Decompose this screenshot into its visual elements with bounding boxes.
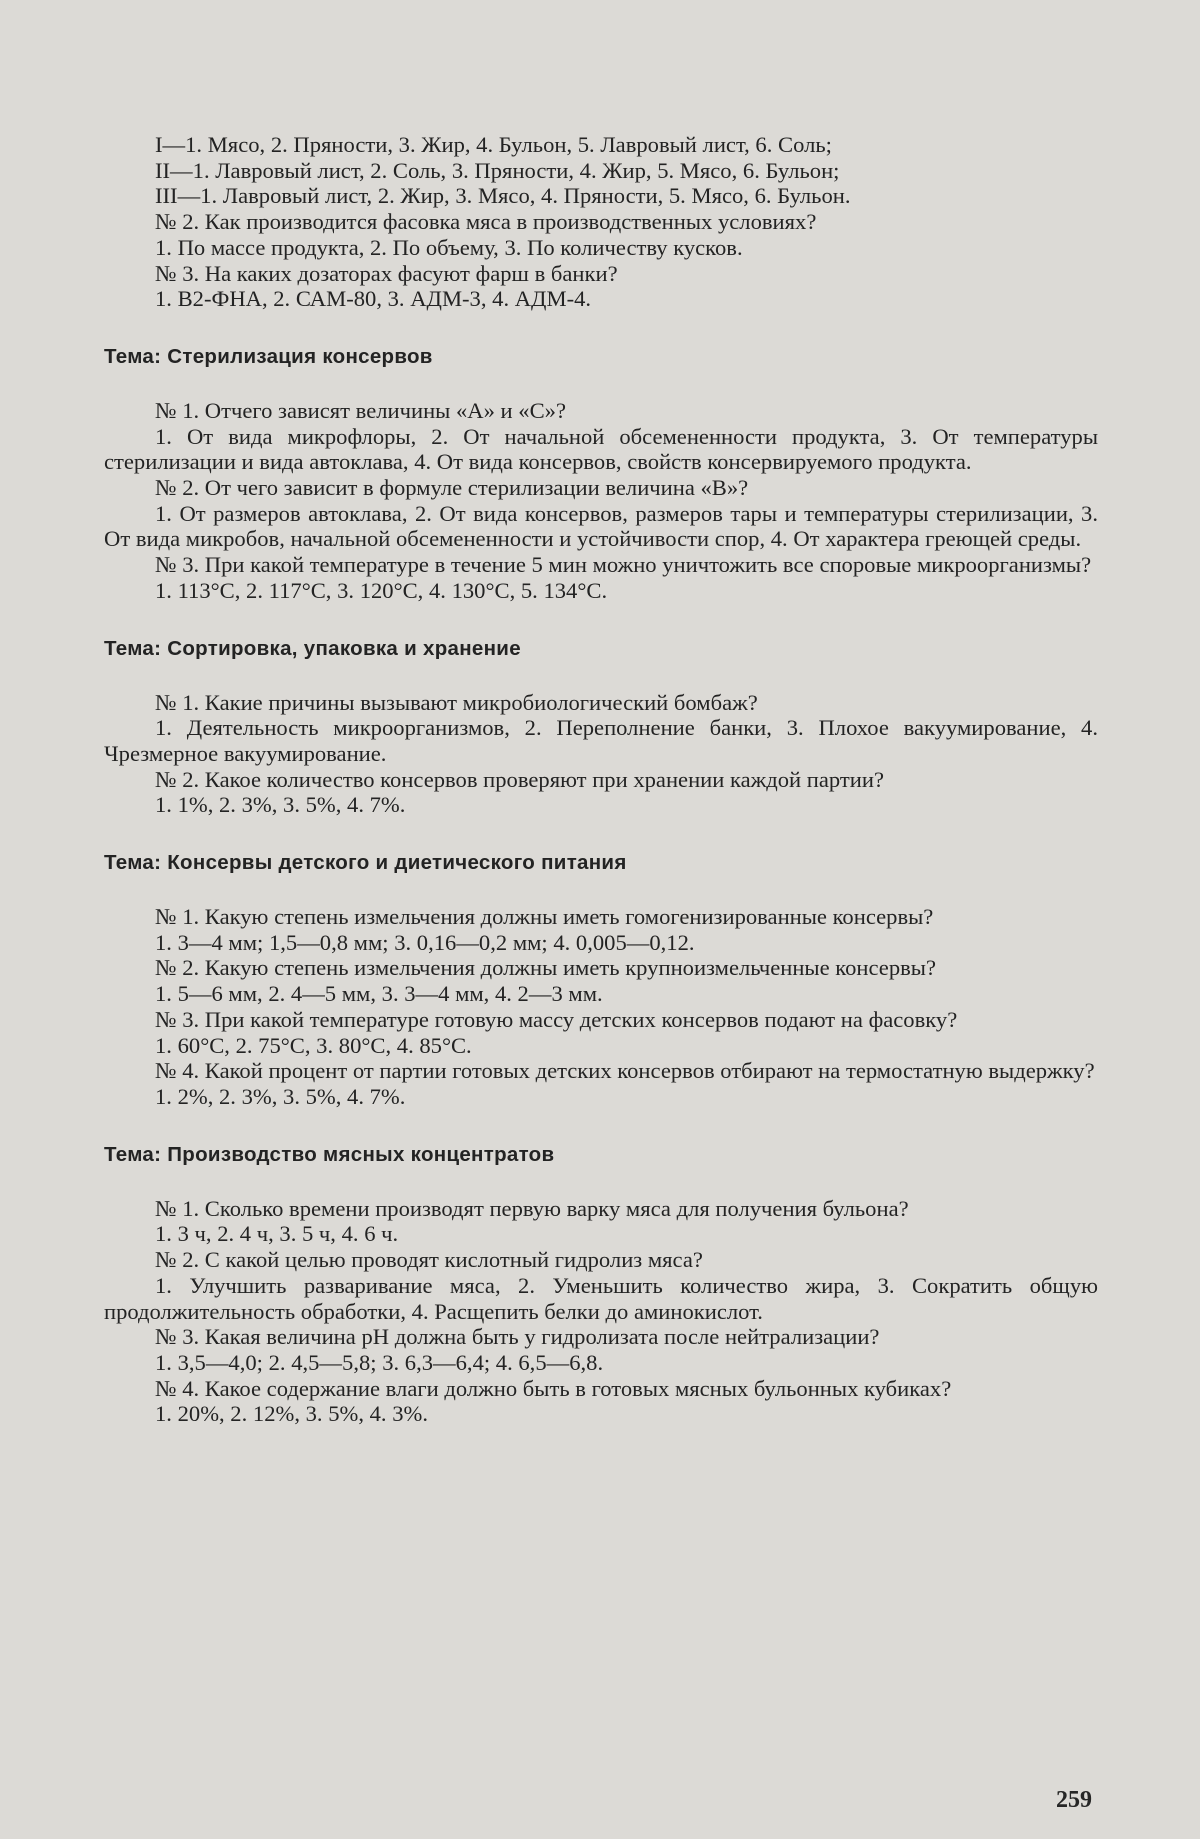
question: № 1. Отчего зависят величины «А» и «С»?: [155, 397, 566, 423]
question: № 4. Какое содержание влаги должно быть в готовых мясных бульонных кубиках?: [155, 1375, 952, 1401]
answer-options: 1. От размеров автоклава, 2. От вида консервов, размеров тары и температуры стерилизации, 3. От вида микробов, начальной обсемененности и устойчивости спор, 4. От характера греющей среды.: [104, 500, 1098, 552]
question: № 2. Какую степень измельчения должны иметь крупноизмельченные консервы?: [155, 955, 936, 981]
question: № 3. Какая величина pH должна быть у гидролизата после нейтрализации?: [155, 1324, 880, 1350]
question: № 1. Сколько времени производят первую варку мяса для получения бульона?: [155, 1195, 909, 1221]
intro-line: 1. По массе продукта, 2. По объему, 3. По количеству кусков.: [155, 234, 743, 260]
section-baby-diet-canned-food: [104, 850, 1098, 1110]
question: № 3. При какой температуре готовую массу детских консервов подают на фасовку?: [155, 1006, 958, 1032]
answer-options: 1. 113°С, 2. 117°С, 3. 120°С, 4. 130°С, 5. 134°С.: [155, 577, 608, 603]
answer-options: 1. 1%, 2. 3%, 3. 5%, 4. 7%.: [155, 792, 406, 818]
section-title: Тема: Производство мясных концентратов: [104, 1142, 555, 1166]
question: № 2. Какое количество консервов проверяют при хранении каждой партии?: [155, 766, 885, 792]
page-content: [104, 132, 1098, 1427]
intro-line: № 2. Как производится фасовка мяса в производственных условиях?: [155, 209, 817, 235]
section-title: Тема: Консервы детского и диетического питания: [104, 851, 627, 875]
answer-options: 1. Деятельность микроорганизмов, 2. Переполнение банки, 3. Плохое вакуумирование, 4. Чрезмерное вакуумирование.: [104, 715, 1098, 766]
answer-options: 1. 60°С, 2. 75°С, 3. 80°С, 4. 85°С.: [155, 1032, 472, 1058]
section-title: Тема: Стерилизация консервов: [104, 344, 433, 368]
answer-options: 1. Улучшить разваривание мяса, 2. Уменьшить количество жира, 3. Сократить общую продолжительность обработки, 4. Расщепить белки до аминокислот.: [104, 1272, 1098, 1324]
question: № 4. Какой процент от партии готовых детских консервов отбирают на термостатную выдержку?: [155, 1058, 1095, 1084]
question: № 3. При какой температуре в течение 5 мин можно уничтожить все споровые микроорганизмы?: [155, 552, 1092, 578]
question: № 1. Какие причины вызывают микробиологический бомбаж?: [155, 689, 758, 715]
intro-line: 1. В2-ФНА, 2. САМ-80, 3. АДМ-3, 4. АДМ-4.: [155, 286, 592, 312]
question: № 1. Какую степень измельчения должны иметь гомогенизированные консервы?: [155, 904, 934, 930]
section-sorting-packing-storage: [104, 636, 1098, 819]
intro-line: № 3. На каких дозаторах фасуют фарш в банки?: [155, 260, 618, 286]
answer-options: 1. 3 ч, 2. 4 ч, 3. 5 ч, 4. 6 ч.: [155, 1221, 399, 1247]
section-sterilization: [104, 344, 1098, 604]
section-title: Тема: Сортировка, упаковка и хранение: [104, 636, 521, 660]
question: № 2. С какой целью проводят кислотный гидролиз мяса?: [155, 1247, 703, 1273]
page-number: 259: [1056, 1787, 1092, 1813]
section-meat-concentrates: [104, 1142, 1098, 1427]
answer-options: 1. 2%, 2. 3%, 3. 5%, 4. 7%.: [155, 1083, 406, 1109]
intro-block: [104, 132, 1098, 312]
answer-options: 1. От вида микрофлоры, 2. От начальной обсемененности продукта, 3. От температуры стерилизации и вида автоклава, 4. От вида консервов, свойств консервируемого продукта.: [104, 423, 1098, 475]
intro-line: II—1. Лавровый лист, 2. Соль, 3. Пряности, 4. Жир, 5. Мясо, 6. Бульон;: [155, 157, 840, 183]
intro-line: I—1. Мясо, 2. Пряности, 3. Жир, 4. Бульон, 5. Лавровый лист, 6. Соль;: [155, 132, 832, 157]
answer-options: 1. 20%, 2. 12%, 3. 5%, 4. 3%.: [155, 1401, 428, 1427]
question: № 2. От чего зависит в формуле стерилизации величина «В»?: [155, 475, 749, 501]
intro-line: III—1. Лавровый лист, 2. Жир, 3. Мясо, 4. Пряности, 5. Мясо, 6. Бульон.: [155, 183, 851, 209]
answer-options: 1. 3—4 мм; 1,5—0,8 мм; 3. 0,16—0,2 мм; 4. 0,005—0,12.: [155, 929, 695, 955]
answer-options: 1. 5—6 мм, 2. 4—5 мм, 3. 3—4 мм, 4. 2—3 мм.: [155, 981, 603, 1007]
answer-options: 1. 3,5—4,0; 2. 4,5—5,8; 3. 6,3—6,4; 4. 6,5—6,8.: [155, 1349, 604, 1375]
